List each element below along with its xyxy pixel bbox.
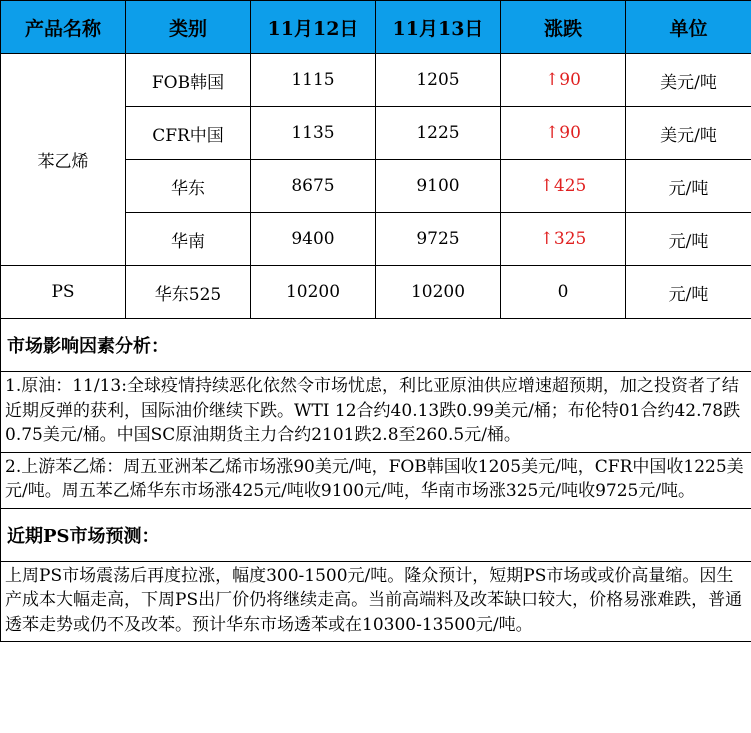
table-row (1, 266, 751, 319)
forecast-title-row (1, 508, 751, 561)
forecast-title: 近期PS市场预测： (1, 508, 751, 561)
change-cell: ↑90 (501, 54, 626, 107)
value-cell: 1205 (376, 54, 501, 107)
category-cell: 华东 (126, 160, 251, 213)
change-cell: ↑425 (501, 160, 626, 213)
category-cell: CFR中国 (126, 107, 251, 160)
category-cell: 华南 (126, 213, 251, 266)
header-unit: 单位 (626, 1, 751, 54)
change-cell: ↑90 (501, 107, 626, 160)
unit-cell: 元/吨 (626, 266, 751, 319)
forecast-text: 上周PS市场震荡后再度拉涨，幅度300-1500元/吨。隆众预计，短期PS市场或或价高量缩。因生产成本大幅走高，下周PS出厂价仍将继续走高。当前高端料及改苯缺口较大，价格易涨难跌，普通透苯走势或仍不及改苯。预计华东市场透苯或在10300-13500元/吨。 (1, 561, 751, 642)
header-product: 产品名称 (1, 1, 126, 54)
value-cell: 9100 (376, 160, 501, 213)
product-cell: 苯乙烯 (1, 54, 126, 266)
unit-cell: 元/吨 (626, 160, 751, 213)
header-date-2: 11月13日 (376, 1, 501, 54)
header-category: 类别 (126, 1, 251, 54)
analysis-item-styrene: 2.上游苯乙烯：周五亚洲苯乙烯市场涨90美元/吨，FOB韩国收1205美元/吨，CFR中国收1225美元/吨。周五苯乙烯华东市场涨425元/吨收9100元/吨，华南市场涨325元/吨收9725元/吨。 (1, 452, 751, 508)
forecast-text-row (1, 561, 751, 642)
product-cell: PS (1, 266, 126, 319)
value-cell: 10200 (251, 266, 376, 319)
value-cell: 9400 (251, 213, 376, 266)
change-cell: ↑325 (501, 213, 626, 266)
analysis-item-row (1, 372, 751, 453)
table-row (1, 54, 751, 107)
unit-cell: 元/吨 (626, 213, 751, 266)
value-cell: 8675 (251, 160, 376, 213)
category-cell: FOB韩国 (126, 54, 251, 107)
analysis-title-row (1, 319, 751, 372)
value-cell: 1115 (251, 54, 376, 107)
header-date-1: 11月12日 (251, 1, 376, 54)
value-cell: 1135 (251, 107, 376, 160)
header-row (1, 1, 751, 54)
value-cell: 9725 (376, 213, 501, 266)
category-cell: 华东525 (126, 266, 251, 319)
analysis-item-row (1, 452, 751, 508)
change-cell: 0 (501, 266, 626, 319)
unit-cell: 美元/吨 (626, 107, 751, 160)
unit-cell: 美元/吨 (626, 54, 751, 107)
header-change: 涨跌 (501, 1, 626, 54)
analysis-item-crude: 1.原油：11/13:全球疫情持续恶化依然令市场忧虑，利比亚原油供应增速超预期，加之投资者了结近期反弹的获利，国际油价继续下跌。WTI 12合约40.13跌0.99美元/桶；布伦特01合约42.78跌0.75美元/桶。中国SC原油期货主力合约2101跌2.8至260.5元/桶。 (1, 372, 751, 453)
value-cell: 1225 (376, 107, 501, 160)
value-cell: 10200 (376, 266, 501, 319)
analysis-title: 市场影响因素分析： (1, 319, 751, 372)
